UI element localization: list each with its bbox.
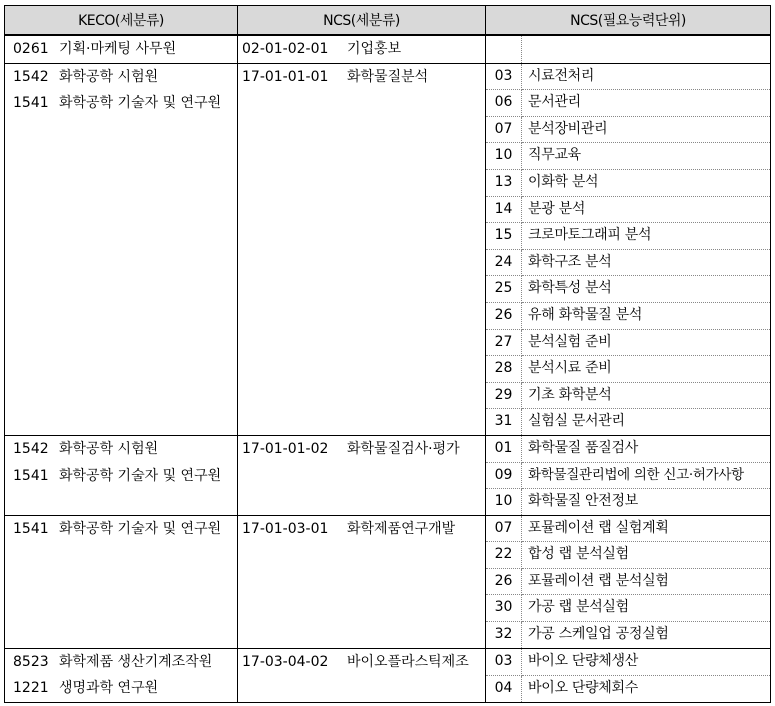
ncs-code: 02-01-02-01	[242, 41, 329, 57]
ncs-code: 17-01-01-02	[242, 440, 329, 457]
keco-code: 1221	[13, 680, 49, 697]
keco-entry	[5, 463, 237, 490]
unit-name: 합성 랩 분석실험	[522, 542, 771, 569]
keco-name: 화학공학 시험원	[59, 68, 159, 85]
ncs-code: 17-03-04-02	[242, 653, 329, 670]
keco-entry	[5, 649, 237, 676]
keco-code: 1542	[13, 68, 49, 85]
ncs-code: 17-01-03-01	[242, 520, 329, 537]
ncs-entry	[238, 64, 485, 91]
unit-code: 15	[486, 223, 522, 250]
unit-code: 07	[486, 116, 522, 143]
ncs-name: 화학물질검사·평가	[347, 440, 460, 457]
unit-name: 포뮬레이션 랩 분석실험	[522, 568, 771, 595]
unit-name: 유해 화학물질 분석	[522, 302, 771, 329]
keco-entry	[5, 675, 237, 702]
unit-name: 실험실 문서관리	[522, 409, 771, 436]
ncs-entry	[238, 36, 485, 63]
unit-code: 06	[486, 90, 522, 117]
unit-code: 13	[486, 169, 522, 196]
keco-code: 1541	[13, 95, 49, 112]
unit-code: 32	[486, 622, 522, 649]
keco-name: 화학공학 시험원	[59, 440, 159, 457]
table-row	[5, 35, 771, 63]
keco-name: 기획·마케팅 사무원	[59, 41, 177, 57]
unit-name: 가공 랩 분석실험	[522, 595, 771, 622]
keco-entry	[5, 516, 237, 543]
header-unit: NCS(필요능력단위)	[486, 6, 771, 36]
unit-code: 14	[486, 196, 522, 223]
unit-name: 시료전처리	[522, 63, 771, 90]
ncs-name: 바이오플라스틱제조	[347, 653, 469, 670]
ncs-name: 화학제품연구개발	[347, 520, 456, 537]
unit-code: 10	[486, 143, 522, 170]
keco-name: 화학공학 기술자 및 연구원	[59, 467, 222, 484]
ncs-name: 기업홍보	[347, 41, 402, 57]
unit-name: 분석장비관리	[522, 116, 771, 143]
keco-entry	[5, 36, 237, 63]
unit-code: 03	[486, 63, 522, 90]
keco-cell	[5, 648, 238, 702]
unit-name: 분광 분석	[522, 196, 771, 223]
ncs-name: 화학물질분석	[347, 68, 429, 85]
unit-code: 09	[486, 462, 522, 489]
unit-code: 24	[486, 249, 522, 276]
unit-code: 04	[486, 675, 522, 702]
ncs-cell	[238, 35, 486, 63]
ncs-cell	[238, 515, 486, 648]
ncs-entry	[238, 649, 485, 676]
unit-name: 크로마토그래피 분석	[522, 223, 771, 250]
ncs-cell	[238, 63, 486, 435]
ncs-cell	[238, 435, 486, 515]
unit-code: 25	[486, 276, 522, 303]
keco-cell	[5, 515, 238, 648]
unit-code: 30	[486, 595, 522, 622]
unit-name: 이화학 분석	[522, 169, 771, 196]
unit-code: 28	[486, 356, 522, 383]
classification-table-container	[4, 5, 770, 703]
unit-code	[486, 35, 522, 63]
unit-name: 화학특성 분석	[522, 276, 771, 303]
unit-code: 22	[486, 542, 522, 569]
unit-code: 31	[486, 409, 522, 436]
table-row	[5, 515, 771, 542]
unit-name: 화학물질관리법에 의한 신고·허가사항	[522, 462, 771, 489]
unit-name: 화학물질 품질검사	[522, 435, 771, 462]
classification-table	[4, 5, 771, 703]
unit-name: 가공 스케일업 공정실험	[522, 622, 771, 649]
keco-code: 1541	[13, 467, 49, 484]
keco-code: 1542	[13, 440, 49, 457]
ncs-cell	[238, 648, 486, 702]
header-row	[5, 6, 771, 36]
unit-code: 01	[486, 435, 522, 462]
ncs-entry	[238, 436, 485, 463]
unit-code: 26	[486, 302, 522, 329]
unit-name: 바이오 단량체회수	[522, 675, 771, 702]
table-body	[5, 35, 771, 702]
keco-name: 화학공학 기술자 및 연구원	[59, 95, 222, 112]
table-row	[5, 435, 771, 462]
table-row	[5, 648, 771, 675]
unit-code: 27	[486, 329, 522, 356]
unit-code: 10	[486, 489, 522, 516]
keco-entry	[5, 90, 237, 117]
keco-code: 0261	[13, 41, 49, 57]
unit-name	[522, 35, 771, 63]
unit-name: 바이오 단량체생산	[522, 648, 771, 675]
keco-code: 8523	[13, 653, 49, 670]
unit-name: 기초 화학분석	[522, 382, 771, 409]
unit-name: 분석실험 준비	[522, 329, 771, 356]
unit-name: 분석시료 준비	[522, 356, 771, 383]
unit-code: 03	[486, 648, 522, 675]
keco-name: 생명과학 연구원	[59, 680, 159, 697]
ncs-entry	[238, 516, 485, 543]
unit-name: 화학물질 안전정보	[522, 489, 771, 516]
table-row	[5, 63, 771, 90]
keco-name: 화학공학 기술자 및 연구원	[59, 520, 222, 537]
keco-cell	[5, 63, 238, 435]
unit-name: 화학구조 분석	[522, 249, 771, 276]
header-ncs: NCS(세분류)	[238, 6, 486, 36]
keco-code: 1541	[13, 520, 49, 537]
unit-code: 29	[486, 382, 522, 409]
unit-code: 26	[486, 568, 522, 595]
keco-entry	[5, 64, 237, 91]
header-keco: KECO(세분류)	[5, 6, 238, 36]
unit-name: 포뮬레이션 랩 실험계획	[522, 515, 771, 542]
unit-name: 문서관리	[522, 90, 771, 117]
keco-cell	[5, 35, 238, 63]
keco-entry	[5, 436, 237, 463]
keco-name: 화학제품 생산기계조작원	[59, 653, 213, 670]
ncs-code: 17-01-01-01	[242, 68, 329, 85]
unit-code: 07	[486, 515, 522, 542]
unit-name: 직무교육	[522, 143, 771, 170]
keco-cell	[5, 435, 238, 515]
